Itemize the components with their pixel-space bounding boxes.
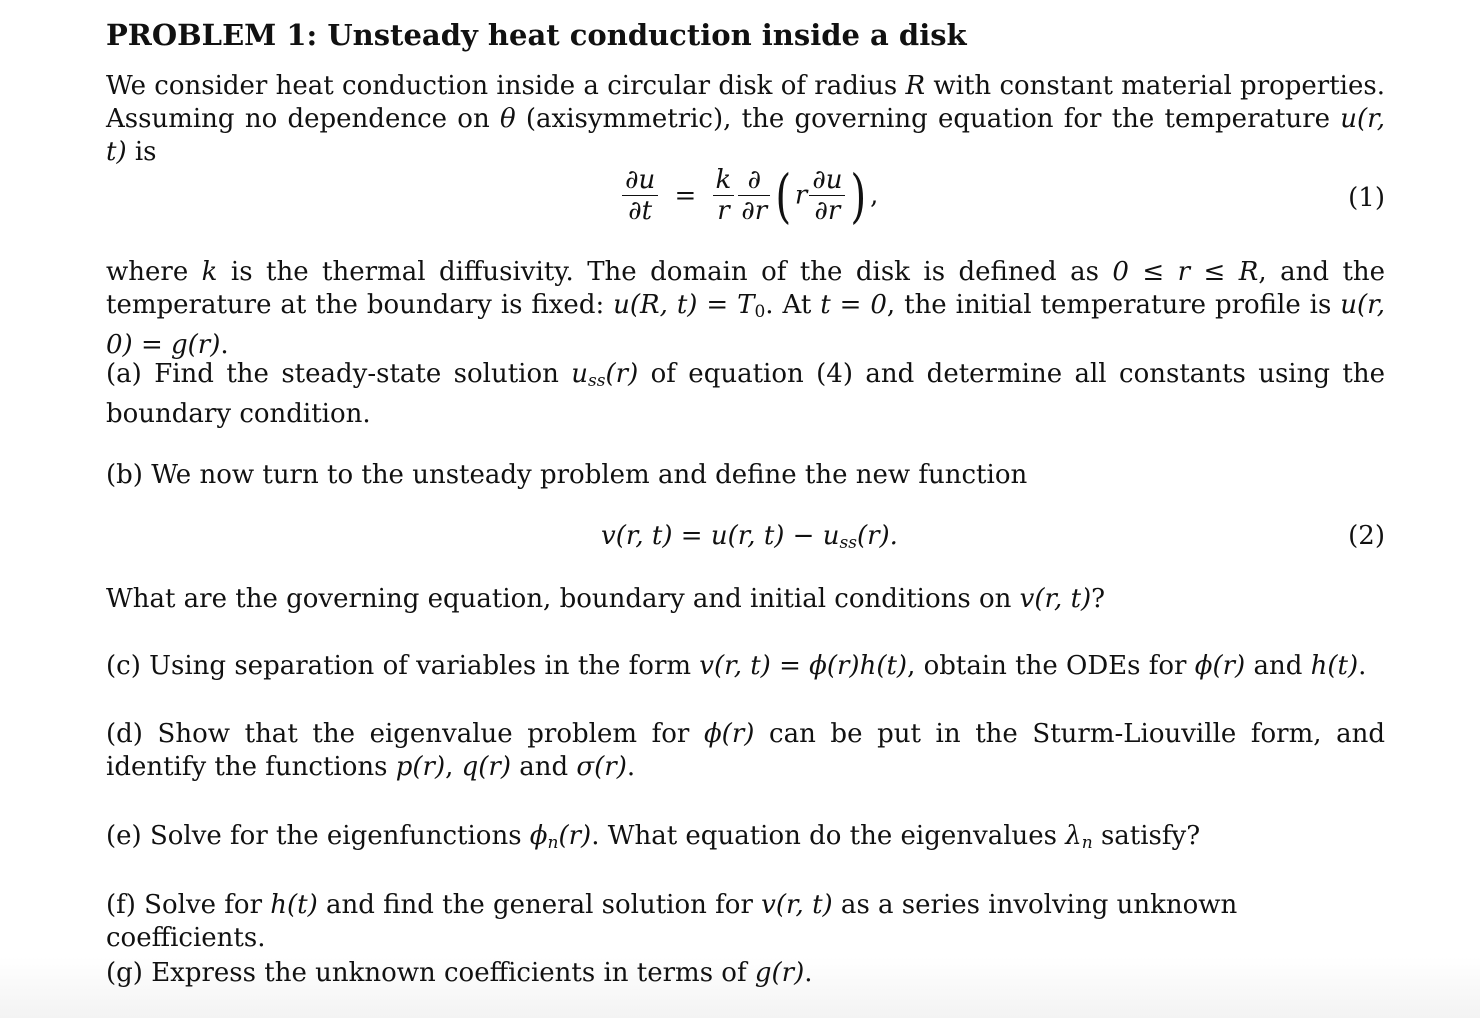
equation-2	[106, 521, 1385, 557]
question-b: What are the governing equation, boundary and initial conditions on v(r, t)?	[106, 584, 1106, 614]
boundary-condition: u(R, t) = T	[613, 290, 755, 320]
k-over-r-fraction: $\frac{k}{r}$	[713, 165, 735, 226]
du-dt-fraction: $\frac{\partial u}{\partial t}$	[622, 165, 658, 226]
part-g: (g) Express the unknown coefficients in terms of g(r).	[106, 958, 813, 988]
theta-symbol: θ	[499, 104, 516, 134]
initial-condition: u(r, 0) = g(r)	[106, 290, 1386, 360]
problem-title: PROBLEM 1: Unsteady heat conduction inside a disk	[106, 18, 967, 52]
u-symbol: u	[571, 359, 589, 389]
part-c: (c) Using separation of variables in the form v(r, t) = ϕ(r)h(t), obtain the ODEs for ϕ(r) and h(t).	[106, 651, 1367, 681]
equation-1-number: (1)	[1348, 183, 1385, 213]
intro-paragraph	[106, 70, 1385, 169]
temperature-function: u(r, t)	[106, 104, 1386, 167]
equation-1-body	[620, 161, 879, 230]
intro-text: We consider heat conduction inside a circular disk of radius	[106, 71, 906, 101]
equals-sign: =	[674, 180, 697, 211]
part-b: (b) We now turn to the unsteady problem and define the new function	[106, 460, 1028, 490]
separation-form: v(r, t) = ϕ(r)h(t)	[699, 651, 908, 681]
k-symbol: k	[201, 257, 218, 287]
part-f: (f) Solve for h(t) and find the general solution for v(r, t) as a series involving unknown coefficients.	[106, 890, 1238, 953]
v-function: v(r, t)	[1019, 584, 1092, 614]
where-paragraph: where k is the thermal diffusivity. The domain of the disk is defined as 0 ≤ r ≤ R, and the temperature at the boundary is fixed: u(R, t) = T0. At t = 0, the initial temperature profile is u(r, 0) = g(r).	[106, 257, 1386, 360]
d-dr-fraction: $\frac{\partial}{\partial r}$	[738, 165, 770, 226]
intro-text: (axisymmetric), the governing equation for the temperature	[515, 104, 1341, 134]
domain-expression: 0 ≤ r ≤ R	[1112, 257, 1259, 287]
intro-text: is	[126, 137, 157, 167]
du-dr-fraction: $\frac{\partial u}{\partial r}$	[809, 165, 845, 226]
intro-text: with constant material properties. Assuming no dependence on	[106, 71, 1385, 134]
radius-symbol: R	[905, 71, 926, 101]
comma: ,	[870, 180, 879, 211]
part-a: (a) Find the steady-state solution $u_{ss}(r)$ of equation (4) and determine all constants using the boundary condition.	[106, 359, 1385, 429]
time-zero: t = 0	[820, 290, 887, 320]
r-symbol: r	[794, 180, 808, 211]
equation-2-body: v(r, t) = u(r, $t) - u_{ss}(r)$.	[601, 521, 898, 553]
left-paren: (	[775, 161, 792, 230]
equation-1	[106, 161, 1385, 237]
right-paren: )	[850, 161, 867, 230]
equation-2-number: (2)	[1348, 521, 1385, 551]
part-d: (d) Show that the eigenvalue problem for ϕ(r) can be put in the Sturm-Liouville form, and identify the functions p(r), q(r) and σ(r).	[106, 719, 1386, 782]
part-e: (e) Solve for the eigenfunctions $\phi_n(r)$. What equation do the eigenvalues $\lambda_n$ satisfy?	[106, 821, 1201, 853]
